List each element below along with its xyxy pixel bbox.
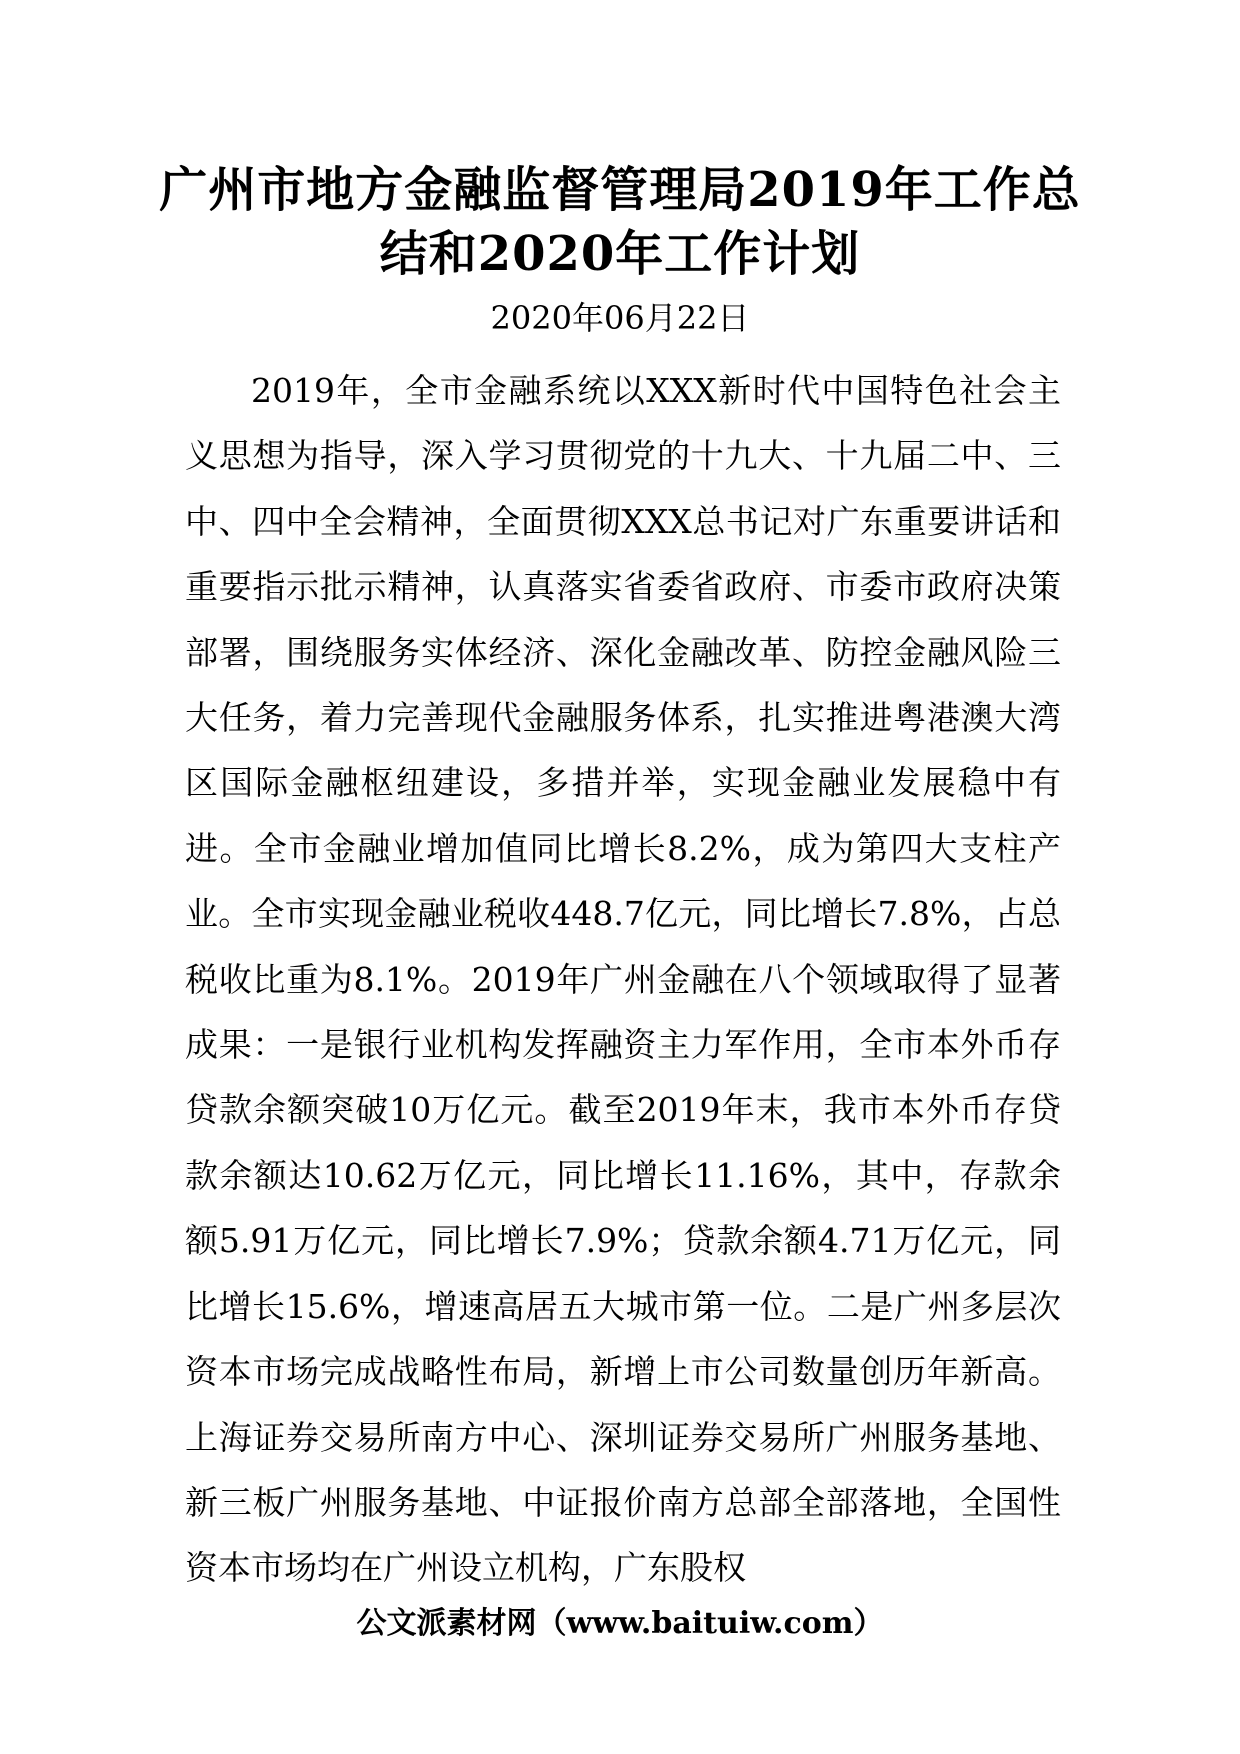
document-date: 2020年06月22日 [490, 299, 750, 337]
document-title: 广州市地方金融监督管理局2019年工作总结和2020年工作计划 [159, 162, 1081, 282]
body-paragraph: 2019年，全市金融系统以XXX新时代中国特色社会主义思想为指导，深入学习贯彻党的十九大、十九届二中、三中、四中全会精神，全面贯彻XXX总书记对广东重要讲话和重要指示批示精神，认真落实省委省政府、市委市政府决策部署，围绕服务实体经济、深化金融改革、防控金融风险三大任务，着力完善现代金融服务体系，扎实推进粤港澳大湾区国际金融枢纽建设，多措并举，实现金融业发展稳中有进。全市金融业增加值同比增长8.2%，成为第四大支柱产业。全市实现金融业税收448.7亿元，同比增长7.8%，占总税收比重为8.1%。2019年广州金融在八个领域取得了显著成果：一是银行业机构发挥融资主力军作用，全市本外币存贷款余额突破10万亿元。截至2019年末，我市本外币存贷款余额达10.62万亿元，同比增长11.16%，其中，存款余额5.91万亿元，同比增长7.9%；贷款余额4.71万亿元，同比增长15.6%，增速高居五大城市第一位。二是广州多层次资本市场完成战略性布局，新增上市公司数量创历年新高。上海证券交易所南方中心、深圳证券交易所广州服务基地、新三板广州服务基地、中证报价南方总部全部落地，全国性资本市场均在广州设立机构，广东股权 [185, 371, 1061, 1588]
footer-watermark: 公文派素材网（www.baituiw.com） [356, 1606, 884, 1641]
